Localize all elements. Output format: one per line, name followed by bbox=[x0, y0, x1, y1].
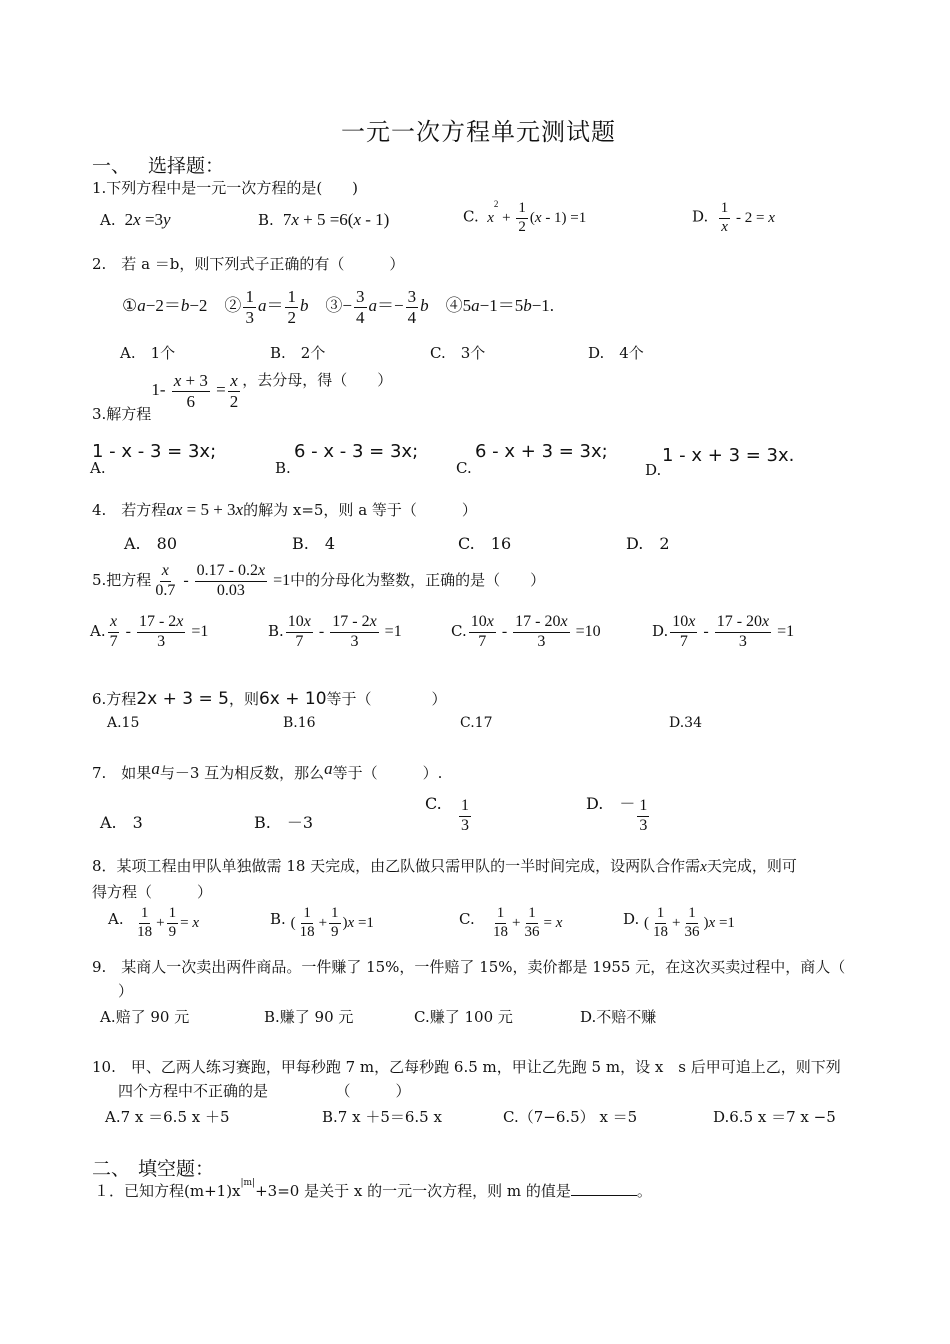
question-5-option-c: C. $\frac{10x}{7}$ - $\frac{17 - 20x}{3}$ =10 bbox=[451, 613, 601, 650]
question-2-option-d: D. 4个 bbox=[588, 344, 644, 362]
question-2-stem: 2. 若 a ＝b，则下列式子正确的有（ ） bbox=[92, 255, 405, 273]
question-10-option-b: B.7 x ＋5＝6.5 x bbox=[322, 1108, 442, 1126]
option-label: C. bbox=[456, 459, 472, 477]
option-label: A. bbox=[100, 211, 116, 229]
question-5-option-d: D. $\frac{10x}{7}$ - $\frac{17 - 20x}{3}$ =1 bbox=[652, 613, 795, 650]
question-2-option-c: C. 3个 bbox=[430, 344, 486, 362]
question-4-option-a: A. 80 bbox=[124, 534, 178, 553]
question-1-option-b bbox=[258, 210, 389, 230]
question-2-option-a: A. 1个 bbox=[120, 344, 176, 362]
question-3-option-d: 1 - x + 3 = 3x. bbox=[662, 445, 795, 466]
question-9-option-c: C.赚了 100 元 bbox=[414, 1008, 513, 1026]
question-10-option-a: A.7 x ＝6.5 x ＋5 bbox=[105, 1108, 230, 1126]
option-label: B. bbox=[275, 459, 291, 477]
question-5-option-b: B. $\frac{10x}{7}$ - $\frac{17 - 2x}{3}$ =1 bbox=[268, 613, 402, 650]
question-8-option-c: C. $\frac{1}{18}$ + $\frac{1}{36}$ = x bbox=[459, 905, 563, 940]
fill-question-1: １．已知方程$(m+1)x^{|m|}+3=0$ 是关于 x 的一元一次方程，则 m 的值是 。 bbox=[94, 1178, 652, 1200]
question-8-option-a: A. $\frac{1}{18}$ + $\frac{1}{9}$ = x bbox=[108, 905, 200, 940]
question-4-option-b: B. 4 bbox=[292, 534, 336, 553]
question-9-option-d: D.不赔不赚 bbox=[580, 1008, 657, 1026]
question-6-option-c: C.17 bbox=[460, 715, 493, 731]
option-label: D. bbox=[645, 461, 662, 479]
question-10-line-1: 10. 甲、乙两人练习赛跑，甲每秒跑 7 m，乙每秒跑 6.5 m，甲让乙先跑 5 m，设 x s 后甲可追上乙，则下列 bbox=[92, 1058, 841, 1076]
question-3-stem: 3.解方程1- $\frac{x + 3}{6}$ = $\frac{x}{2}$ ，去分母，得（ ） bbox=[92, 371, 393, 424]
question-3-option-b: 6 - x - 3 = 3x; bbox=[294, 441, 419, 462]
question-8-option-d: D. ( $\frac{1}{18}$ + $\frac{1}{36}$ )x =1 bbox=[623, 905, 735, 940]
equation: $x^2$ + $\frac{1}{2}$ (x - 1) =1 bbox=[487, 199, 587, 235]
question-7-option-a: A. 3 bbox=[100, 813, 143, 832]
question-7-option-b: B. －3 bbox=[254, 813, 314, 832]
section-heading: 填空题： bbox=[138, 1158, 215, 1180]
answer-blank[interactable] bbox=[571, 1181, 637, 1196]
question-2-statements: ①a−2＝b−2 ② $\frac{1}{3}$ a＝ $\frac{1}{2}$ b ③− $\frac{3}{4}$ a＝− $\frac{3}{4}$ b ④5a−1＝5b−1. bbox=[122, 287, 555, 327]
question-5-stem: 5.把方程 $\frac{x}{0.7}$ - $\frac{0.17 - 0.2x}{0.03}$ =1中的分母化为整数，正确的是（ ） bbox=[92, 562, 546, 599]
equation: 7x + 5 =6(x - 1) bbox=[278, 210, 390, 229]
question-3-option-a: 1 - x - 3 = 3x; bbox=[92, 441, 217, 462]
question-10-line-2: 四个方程中不正确的是 （ ） bbox=[118, 1082, 411, 1100]
option-label: D. bbox=[692, 207, 709, 226]
question-9-option-b: B.赚了 90 元 bbox=[264, 1008, 354, 1026]
question-6-option-b: B.16 bbox=[283, 715, 316, 731]
question-6-stem: 6.方程2x + 3 = 5，则6x + 10等于（ ） bbox=[92, 689, 447, 709]
option-label: B. bbox=[258, 211, 274, 229]
section-number: 二、 bbox=[92, 1158, 131, 1180]
equation: $\frac{1}{x}$ - 2 = x bbox=[720, 200, 775, 235]
question-8-line-2: 得方程（ ） bbox=[92, 883, 213, 901]
question-10-option-c: C.（7−6.5） x ＝5 bbox=[503, 1108, 638, 1126]
question-3-option-c: 6 - x + 3 = 3x; bbox=[475, 441, 608, 462]
question-6-option-a: A.15 bbox=[107, 715, 140, 731]
question-1-option-d bbox=[692, 201, 775, 236]
question-8-line-1: 8．某项工程由甲队单独做需 18 天完成，由乙队做只需甲队的一半时间完成，设两队合作需x天完成，则可 bbox=[92, 857, 797, 875]
question-2-option-b: B. 2个 bbox=[270, 344, 326, 362]
option-label: C. bbox=[463, 207, 479, 226]
question-6-option-d: D.34 bbox=[669, 715, 702, 731]
page-title: 一元一次方程单元测试题 bbox=[341, 118, 616, 146]
question-7-stem: 7. 如果a与－3 互为相反数，那么a等于（ ）. bbox=[92, 759, 443, 782]
question-9-line-2: ） bbox=[118, 982, 134, 1000]
section-heading: 选择题： bbox=[148, 155, 225, 177]
question-9-line-1: 9. 某商人一次卖出两件商品。一件赚了 15%，一件赔了 15%，卖价都是 1955 元，在这次买卖过程中，商人（ bbox=[92, 958, 846, 976]
question-7-option-c: C. $\frac{1}{3}$ bbox=[425, 793, 470, 834]
question-5-option-a: A. $\frac{x}{7}$ - $\frac{17 - 2x}{3}$ =1 bbox=[90, 613, 209, 650]
question-1-option-a bbox=[100, 210, 171, 230]
question-1-stem: 1.下列方程中是一元一次方程的是( ) bbox=[92, 179, 359, 197]
question-7-option-d: D. － $\frac{1}{3}$ bbox=[586, 793, 648, 834]
question-1-option-c bbox=[463, 201, 586, 236]
question-4-option-c: C. 16 bbox=[458, 534, 512, 553]
option-label: A. bbox=[90, 459, 106, 477]
question-4-stem: 4. 若方程ax = 5 + 3x的解为 x=5，则 a 等于（ ） bbox=[92, 500, 477, 519]
equation: 2x =3y bbox=[120, 210, 171, 229]
question-4-option-d: D. 2 bbox=[626, 534, 670, 553]
section-number: 一、 bbox=[92, 155, 131, 177]
question-10-option-d: D.6.5 x ＝7 x −5 bbox=[713, 1108, 836, 1126]
question-9-option-a: A.赔了 90 元 bbox=[100, 1008, 190, 1026]
question-8-option-b: B. ( $\frac{1}{18}$ + $\frac{1}{9}$ )x =1 bbox=[270, 905, 374, 940]
